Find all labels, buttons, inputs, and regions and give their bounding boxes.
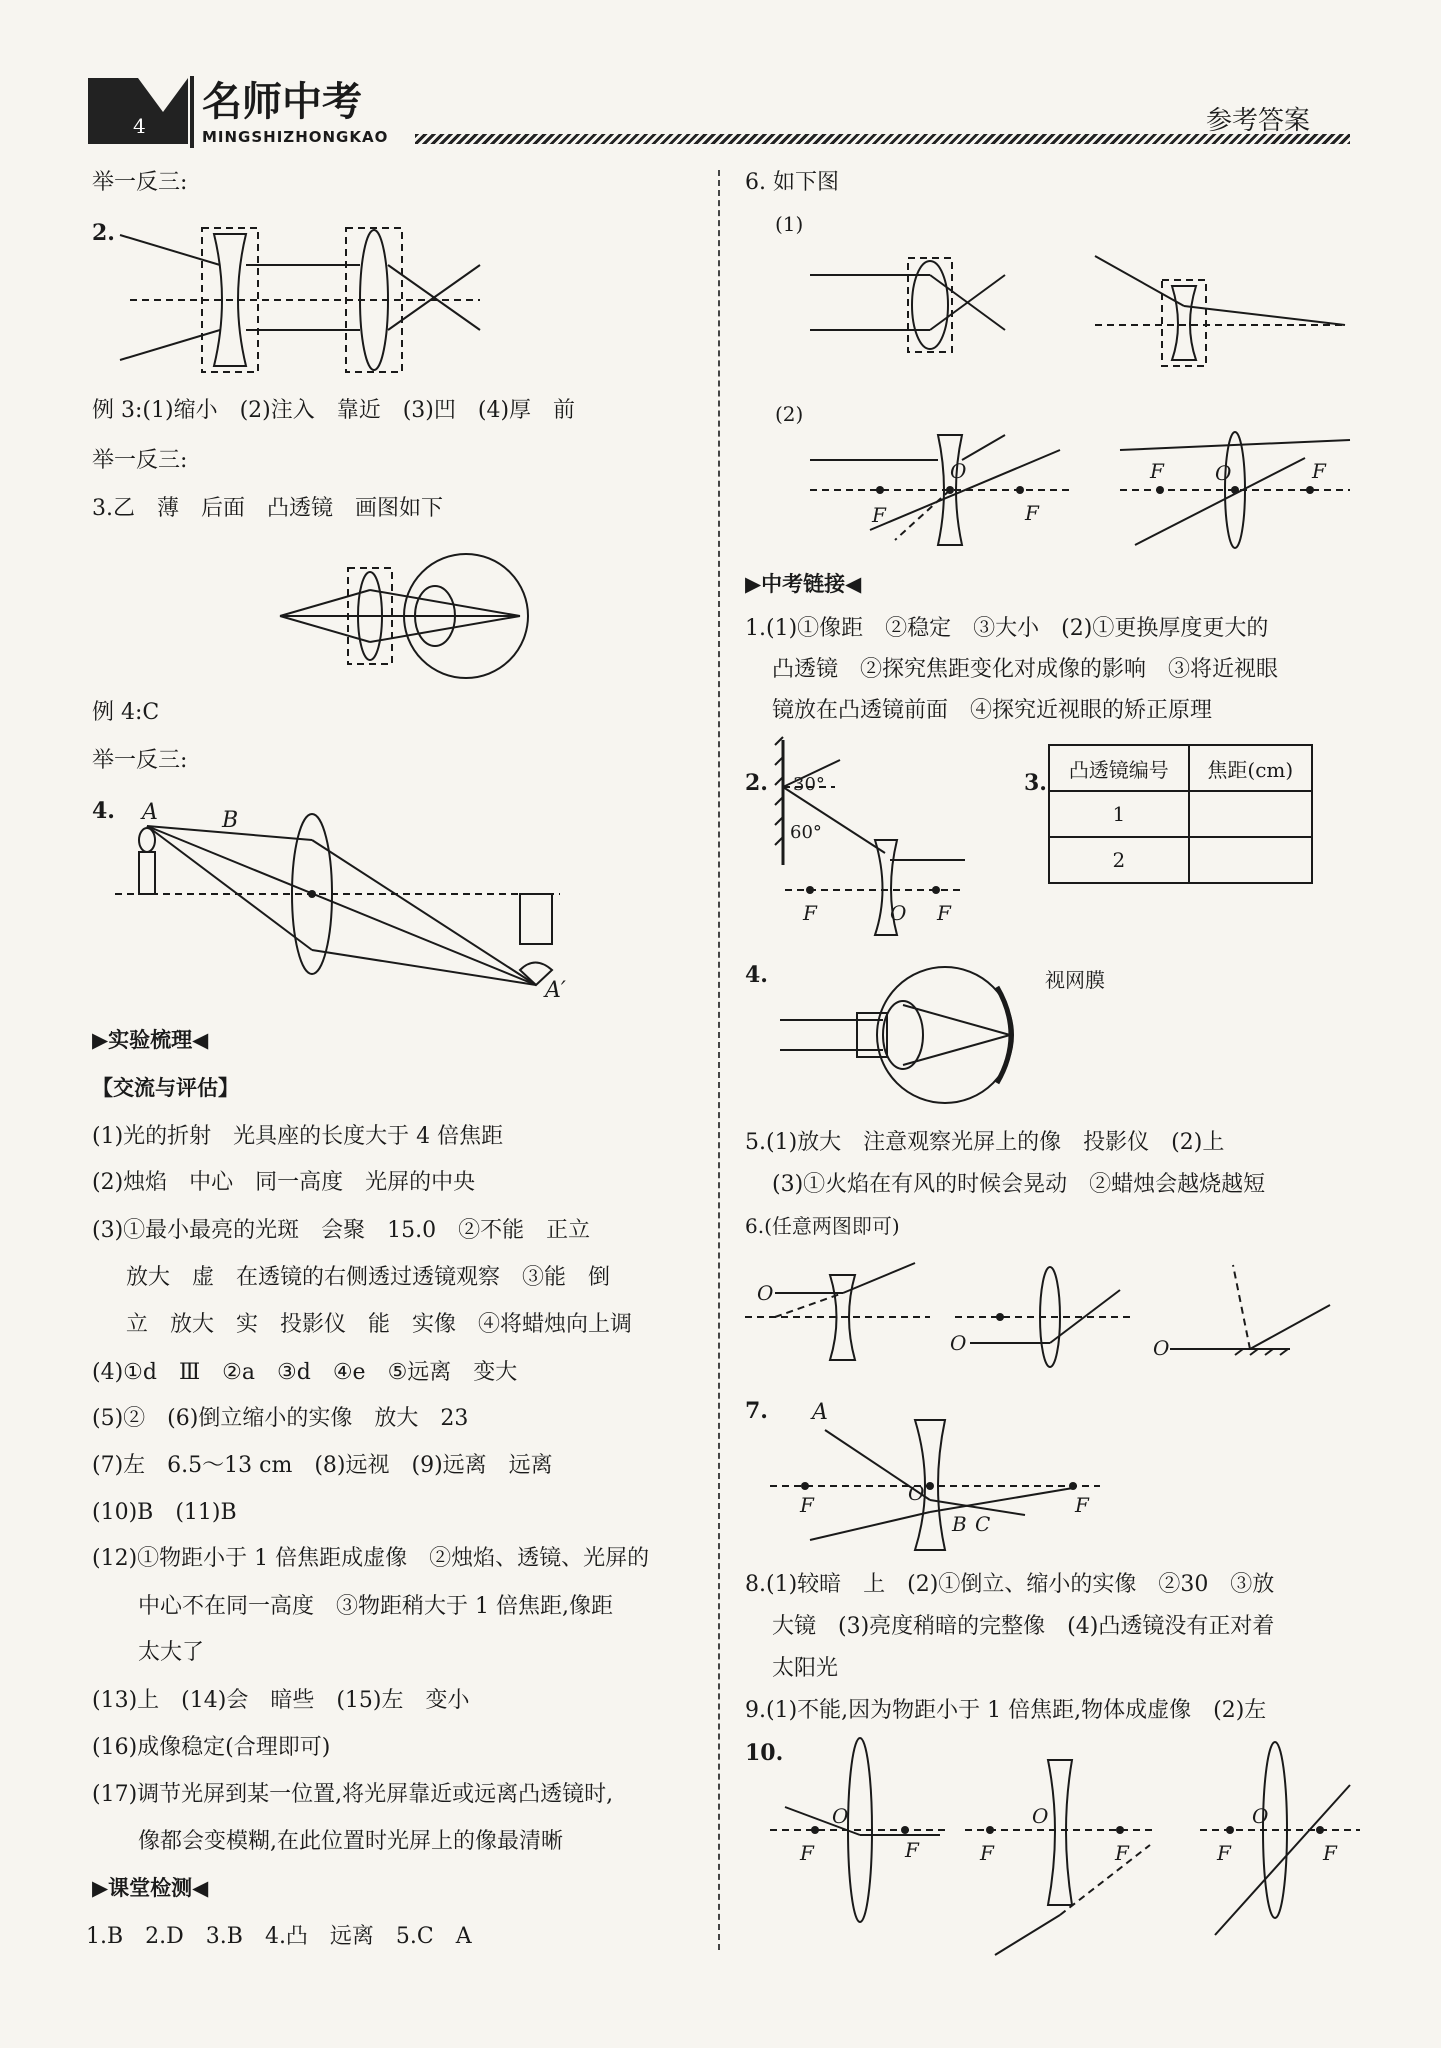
section-class-test: ▶课堂检测◀ — [92, 1876, 209, 1900]
eval-2: (2)烛焰 中心 同一高度 光屏的中央 — [92, 1170, 476, 1195]
q3-eye-diagram — [270, 562, 540, 682]
eval-3b: 放大 虚 在透镜的右侧透过透镜观察 ③能 倒 — [126, 1265, 611, 1290]
svg-text:O: O — [1032, 1804, 1049, 1828]
eval-5: (5)② (6)倒立缩小的实像 放大 23 — [92, 1406, 469, 1431]
q4-number: 4. — [92, 798, 115, 824]
svg-text:F: F — [1312, 459, 1326, 483]
svg-text:O: O — [1153, 1336, 1170, 1360]
q6-title: 6. 如下图 — [745, 170, 839, 195]
eval-16: (16)成像稳定(合理即可) — [92, 1735, 331, 1760]
svg-text:O: O — [1252, 1804, 1269, 1828]
retina-label: 视网膜 — [1045, 968, 1105, 992]
link-1a: 1.(1)①像距 ②稳定 ③大小 (2)①更换厚度更大的 — [745, 616, 1269, 641]
section-experiment: ▶实验梳理◀ — [92, 1028, 209, 1052]
label-a-prime: A′ — [545, 978, 566, 1003]
svg-text:F: F — [800, 1493, 814, 1517]
angle-60: 60° — [790, 822, 822, 843]
svg-text:O: O — [832, 1804, 849, 1828]
svg-text:O: O — [757, 1281, 774, 1305]
q3-answer: 3.乙 薄 后面 凸透镜 画图如下 — [92, 496, 443, 521]
table-cell — [1189, 837, 1312, 883]
svg-text:F: F — [980, 1841, 994, 1865]
link-3-number: 3. — [1024, 770, 1047, 796]
q6-part1: (1) — [775, 212, 804, 236]
eval-17b: 像都会变模糊,在此位置时光屏上的像最清晰 — [138, 1829, 563, 1854]
subsection-eval: 【交流与评估】 — [92, 1076, 239, 1100]
eval-4: (4)①d Ⅲ ②a ③d ④e ⑤远离 变大 — [92, 1360, 518, 1385]
table-cell — [1189, 791, 1312, 837]
page-number: 4 — [133, 114, 146, 138]
link-10-diagrams — [770, 1735, 1360, 1955]
link-8c: 太阳光 — [772, 1656, 839, 1681]
label-b: B — [222, 808, 239, 833]
q6-part2-diagrams — [800, 420, 1360, 560]
example-4: 例 4:C — [92, 700, 160, 725]
link-1b: 凸透镜 ②探究焦距变化对成像的影响 ③将近视眼 — [772, 657, 1279, 682]
svg-text:O: O — [890, 901, 907, 925]
svg-text:F: F — [800, 1841, 814, 1865]
eval-17a: (17)调节光屏到某一位置,将光屏靠近或远离凸透镜时, — [92, 1782, 614, 1807]
link-7-number: 7. — [745, 1398, 768, 1424]
link-6-diagrams — [745, 1255, 1355, 1375]
eval-7: (7)左 6.5～13 cm (8)远视 (9)远离 远离 — [92, 1453, 553, 1478]
table-cell: 2 — [1049, 837, 1189, 883]
eval-12a: (12)①物距小于 1 倍焦距成虚像 ②烛焰、透镜、光屏的 — [92, 1546, 650, 1571]
class-test-answers: 1.B 2.D 3.B 4.凸 远离 5.C A — [86, 1924, 472, 1949]
svg-text:O: O — [950, 459, 967, 483]
link-6: 6.(任意两图即可) — [745, 1214, 900, 1238]
label-b: B — [952, 1512, 967, 1536]
q6-part2: (2) — [775, 402, 804, 426]
eval-12c: 太大了 — [138, 1640, 205, 1665]
link-5a: 5.(1)放大 注意观察光屏上的像 投影仪 (2)上 — [745, 1130, 1225, 1155]
practice-label: 举一反三: — [92, 748, 188, 773]
q2-lens-diagram — [110, 220, 490, 370]
svg-text:F: F — [1115, 1841, 1129, 1865]
column-divider — [718, 170, 720, 1950]
link-1c: 镜放在凸透镜前面 ④探究近视眼的矫正原理 — [772, 698, 1213, 723]
eval-1: (1)光的折射 光具座的长度大于 4 倍焦距 — [92, 1124, 504, 1149]
svg-text:F: F — [905, 1838, 919, 1862]
focal-length-table — [1048, 744, 1313, 884]
link-5b: (3)①火焰在有风的时候会晃动 ②蜡烛会越烧越短 — [772, 1172, 1266, 1197]
q4-candle-diagram — [115, 800, 585, 1000]
brand-subtitle: MINGSHIZHONGKAO — [202, 128, 389, 146]
link-4-number: 4. — [745, 962, 768, 988]
link-10-number: 10. — [745, 1740, 784, 1766]
eval-12b: 中心不在同一高度 ③物距稍大于 1 倍焦距,像距 — [138, 1594, 613, 1619]
table-header-lens: 凸透镜编号 — [1049, 745, 1189, 791]
angle-30: 30° — [793, 774, 825, 795]
svg-text:F: F — [1150, 459, 1164, 483]
table-header-focal: 焦距(cm) — [1189, 745, 1312, 791]
label-a: A — [812, 1400, 828, 1425]
logo-divider — [190, 76, 194, 148]
link-8b: 大镜 (3)亮度稍暗的完整像 (4)凸透镜没有正对着 — [772, 1614, 1275, 1639]
q6-part1-diagrams — [800, 250, 1360, 380]
brand-title: 名师中考 — [202, 79, 362, 125]
link-4-eye-diagram — [775, 965, 1065, 1105]
label-c: C — [975, 1512, 991, 1536]
practice-label: 举一反三: — [92, 170, 188, 195]
svg-text:O: O — [908, 1481, 925, 1505]
svg-text:F: F — [937, 901, 951, 925]
svg-text:O: O — [1215, 461, 1232, 485]
example-3: 例 3:(1)缩小 (2)注入 靠近 (3)凹 (4)厚 前 — [92, 398, 576, 423]
eval-10: (10)B (11)B — [92, 1500, 237, 1525]
svg-text:O: O — [950, 1331, 967, 1355]
svg-text:F: F — [1075, 1493, 1089, 1517]
label-a: A — [142, 800, 158, 825]
svg-text:F: F — [1025, 501, 1039, 525]
section-title: 参考答案 — [1206, 106, 1311, 136]
table-cell: 1 — [1049, 791, 1189, 837]
link-8a: 8.(1)较暗 上 (2)①倒立、缩小的实像 ②30 ③放 — [745, 1572, 1275, 1597]
eval-13: (13)上 (14)会 暗些 (15)左 变小 — [92, 1688, 470, 1713]
link-2-number: 2. — [745, 770, 768, 796]
eval-3a: (3)①最小最亮的光斑 会聚 15.0 ②不能 正立 — [92, 1218, 591, 1243]
q2-number: 2. — [92, 220, 115, 246]
section-exam-link: ▶中考链接◀ — [745, 572, 862, 596]
svg-text:F: F — [1323, 1841, 1337, 1865]
link-9: 9.(1)不能,因为物距小于 1 倍焦距,物体成虚像 (2)左 — [745, 1698, 1267, 1723]
eval-3c: 立 放大 实 投影仪 能 实像 ④将蜡烛向上调 — [126, 1312, 633, 1337]
practice-label: 举一反三: — [92, 448, 188, 473]
svg-text:F: F — [803, 901, 817, 925]
svg-text:F: F — [1217, 1841, 1231, 1865]
svg-text:F: F — [872, 503, 886, 527]
